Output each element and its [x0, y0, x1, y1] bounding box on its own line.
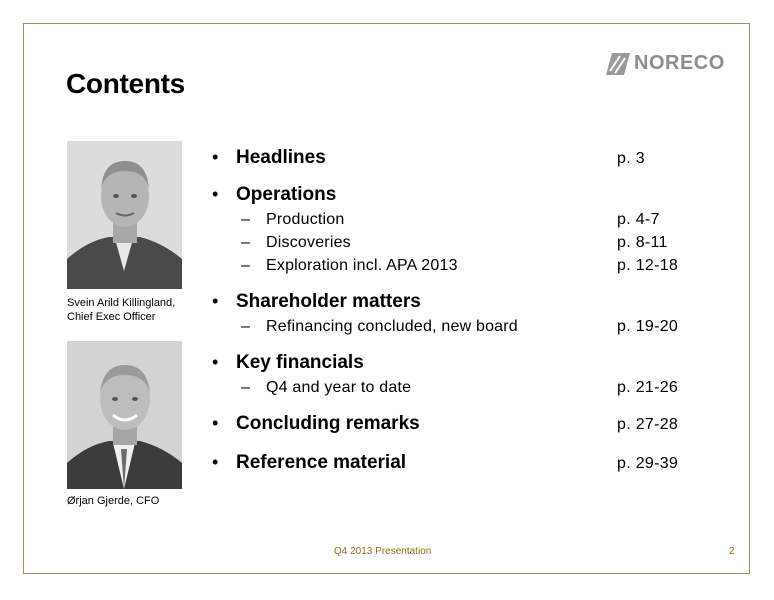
- toc-label: Discoveries: [266, 234, 351, 251]
- bullet: •: [212, 452, 219, 472]
- dash: –: [241, 318, 250, 335]
- page-number: 2: [729, 546, 735, 557]
- caption-ceo-name: Svein Arild Killingland,: [67, 297, 176, 309]
- toc-label: Headlines: [236, 147, 326, 168]
- toc-label: Q4 and year to date: [266, 379, 412, 396]
- bullet: •: [212, 184, 219, 204]
- toc-subitem-production: [241, 211, 345, 229]
- toc-label: Exploration incl. APA 2013: [266, 257, 458, 274]
- toc-page: p. 29-39: [617, 455, 679, 472]
- slide: [23, 23, 750, 574]
- toc-page: p. 19-20: [617, 318, 679, 335]
- toc-page: p. 8-11: [617, 234, 668, 251]
- toc-label: Reference material: [236, 452, 407, 473]
- bullet: •: [212, 147, 219, 167]
- toc-item-financials: [212, 352, 364, 374]
- toc-subitem-refinancing: [241, 318, 518, 336]
- toc-page: p. 4-7: [617, 211, 660, 228]
- toc-item-headlines: [212, 147, 326, 169]
- toc-page: p. 3: [617, 150, 645, 167]
- toc-subitem-q4: [241, 379, 411, 397]
- toc-subitem-exploration: [241, 257, 458, 275]
- caption-ceo-role: Chief Exec Officer: [67, 311, 156, 323]
- logo-text: NORECO: [634, 52, 725, 74]
- dash: –: [241, 257, 250, 274]
- toc-label: Refinancing concluded, new board: [266, 318, 518, 335]
- caption-cfo-name: Ørjan Gjerde, CFO: [67, 495, 160, 507]
- toc-label: Operations: [236, 184, 337, 205]
- toc-subitem-discoveries: [241, 234, 351, 252]
- footer-text: Q4 2013 Presentation: [334, 546, 432, 557]
- toc-label: Concluding remarks: [236, 413, 420, 434]
- toc-item-operations: [212, 184, 336, 206]
- toc-page: p. 21-26: [617, 379, 679, 396]
- toc-label: Production: [266, 211, 345, 228]
- toc-label: Key financials: [236, 352, 364, 373]
- bullet: •: [212, 291, 219, 311]
- toc-list: [24, 24, 749, 573]
- bullet: •: [212, 413, 219, 433]
- toc-item-concluding: [212, 413, 420, 435]
- toc-item-reference: [212, 452, 406, 474]
- bullet: •: [212, 352, 219, 372]
- dash: –: [241, 379, 250, 396]
- toc-page: p. 12-18: [617, 257, 679, 274]
- toc-label: Shareholder matters: [236, 291, 421, 312]
- dash: –: [241, 211, 250, 228]
- toc-page: p. 27-28: [617, 416, 679, 433]
- toc-item-shareholder: [212, 291, 421, 313]
- slide-title: Contents: [66, 68, 185, 99]
- dash: –: [241, 234, 250, 251]
